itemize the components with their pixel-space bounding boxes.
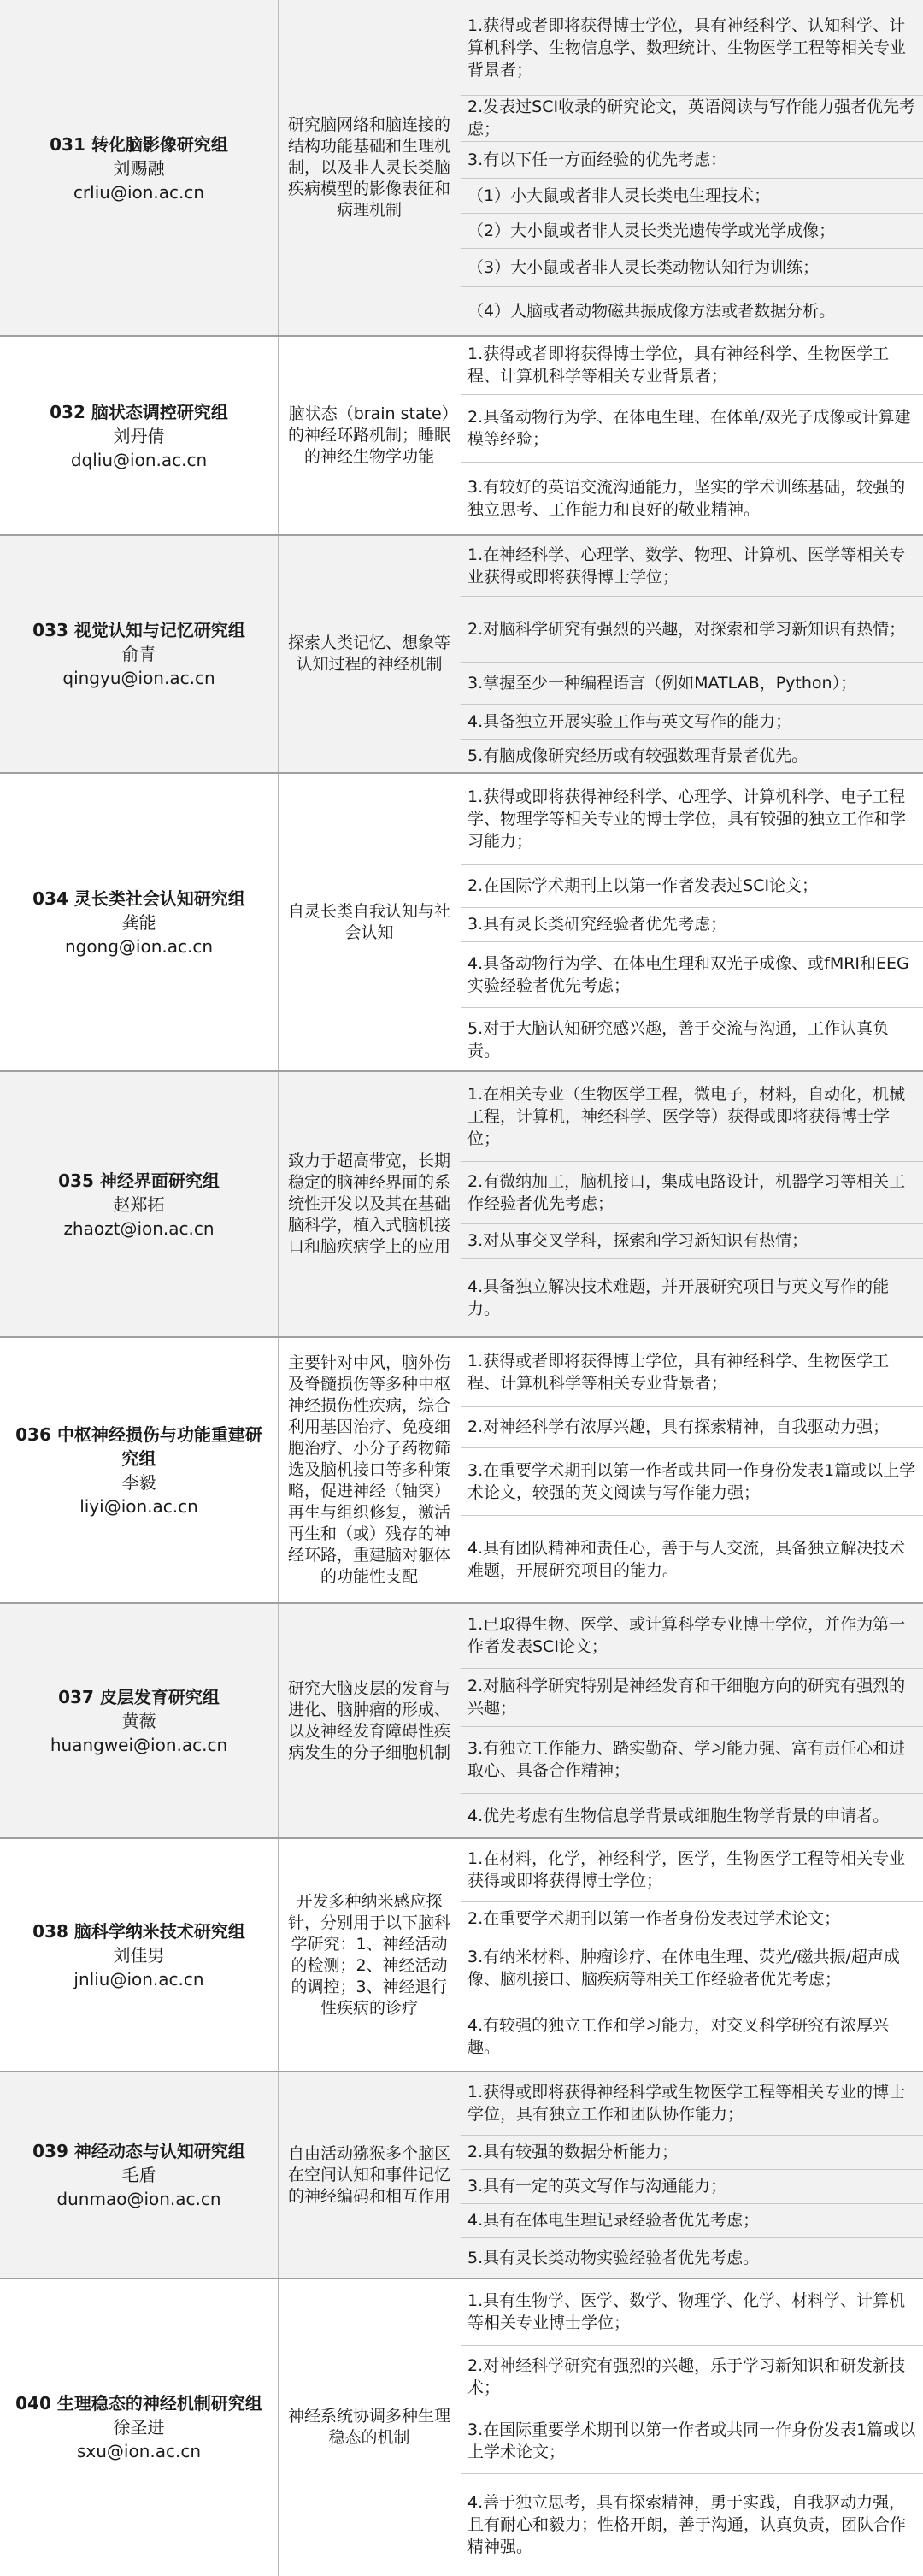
requirement-text: 1.获得或即将获得神经科学或生物医学工程等相关专业的博士学位，具有独立工作和团队协作能力； bbox=[467, 2083, 906, 2124]
group-leader: 赵郑拓 bbox=[113, 1194, 165, 1215]
requirement-divider bbox=[461, 941, 923, 942]
requirements-cell bbox=[461, 1337, 923, 1603]
requirement-divider bbox=[461, 1726, 923, 1727]
group-row bbox=[0, 0, 923, 336]
requirements-cell bbox=[461, 2278, 923, 2576]
research-direction: 探索人类记忆、想象等认知过程的神经机制 bbox=[287, 634, 450, 674]
research-direction-cell bbox=[278, 1337, 461, 1603]
group-row bbox=[0, 1838, 923, 2072]
requirement-divider bbox=[461, 178, 923, 179]
requirement-text: 4.具备独立开展实验工作与英文写作的能力； bbox=[467, 712, 792, 731]
requirement-divider bbox=[461, 596, 923, 597]
requirement-divider bbox=[461, 907, 923, 908]
column-divider bbox=[461, 336, 462, 535]
group-row bbox=[0, 1071, 923, 1337]
requirement-text: 3.掌握至少一种编程语言（例如MATLAB，Python）； bbox=[467, 674, 857, 693]
group-info-cell bbox=[0, 535, 278, 773]
research-direction: 脑状态（brain state）的神经环路机制；睡眠的神经生物学功能 bbox=[287, 404, 450, 466]
research-direction-cell bbox=[278, 773, 461, 1071]
requirement-text: 2.在重要学术期刊以第一作者身份发表过学术论文； bbox=[467, 1909, 841, 1928]
research-direction: 自由活动猕猴多个脑区在空间认知和事件记忆的神经编码和相互作用 bbox=[287, 2143, 450, 2206]
column-divider bbox=[278, 336, 279, 535]
column-divider bbox=[461, 0, 462, 336]
requirements-cell bbox=[461, 773, 923, 1071]
requirement-item bbox=[461, 907, 923, 941]
requirement-divider bbox=[461, 1223, 923, 1224]
requirement-item bbox=[461, 864, 923, 907]
group-leader: 刘佳男 bbox=[113, 1944, 165, 1966]
group-divider bbox=[0, 335, 923, 337]
requirement-item bbox=[461, 462, 923, 535]
requirement-text: 4.优先考虑有生物信息学背景或细胞生物学背景的申请者。 bbox=[467, 1806, 890, 1825]
column-divider bbox=[461, 1337, 462, 1603]
group-email[interactable]: zhaozt@ion.ac.cn bbox=[63, 1217, 215, 1239]
requirement-item bbox=[461, 662, 923, 704]
requirement-text: 4.具有在体电生理记录经验者优先考虑； bbox=[467, 2211, 760, 2230]
requirement-item bbox=[461, 2237, 923, 2278]
column-divider bbox=[278, 1603, 279, 1838]
requirement-text: 1.已取得生物、医学、或计算科学专业博士学位，并作为第一作者发表SCI论文； bbox=[467, 1615, 906, 1656]
group-email[interactable]: dqliu@ion.ac.cn bbox=[70, 449, 208, 470]
requirement-text: 4.具有团队精神和责任心，善于与人交流，具备独立解决技术难题，开展研究项目的能力。 bbox=[467, 1538, 906, 1580]
research-direction-cell bbox=[278, 2278, 461, 2576]
requirement-text: 2.有微纳加工，脑机接口，集成电路设计，机器学习等相关工作经验者优先考虑； bbox=[467, 1171, 906, 1213]
requirement-text: 1.获得或者即将获得博士学位，具有神经科学、生物医学工程、计算机科学等相关专业背景者； bbox=[467, 345, 890, 386]
requirement-divider bbox=[461, 1007, 923, 1008]
requirement-item bbox=[461, 1793, 923, 1838]
group-row bbox=[0, 1337, 923, 1603]
group-leader: 俞青 bbox=[121, 644, 156, 664]
requirement-item bbox=[461, 2072, 923, 2135]
requirement-divider bbox=[461, 2169, 923, 2170]
research-direction: 自灵长类自我认知与社会认知 bbox=[287, 901, 450, 942]
requirements-cell bbox=[461, 0, 923, 336]
requirement-item bbox=[461, 1071, 923, 1161]
requirement-divider bbox=[461, 2203, 923, 2204]
requirements-cell bbox=[461, 535, 923, 773]
group-info-cell bbox=[0, 2278, 278, 2576]
requirement-divider bbox=[461, 394, 923, 395]
research-direction-cell bbox=[278, 336, 461, 535]
requirement-text: 4.具备独立解决技术难题，并开展研究项目与英文写作的能力。 bbox=[467, 1276, 890, 1318]
group-leader: 毛盾 bbox=[121, 2165, 156, 2185]
requirement-divider bbox=[461, 662, 923, 663]
requirement-text: 3.具有灵长类研究经验者优先考虑； bbox=[467, 915, 727, 934]
requirement-item bbox=[461, 2135, 923, 2169]
requirements-cell bbox=[461, 1603, 923, 1838]
requirement-divider bbox=[461, 1793, 923, 1794]
requirement-text: 1.在神经科学、心理学、数学、物理、计算机、医学等相关专业获得或即将获得博士学位； bbox=[467, 545, 906, 587]
requirement-divider bbox=[461, 1668, 923, 1669]
group-leader: 刘丹倩 bbox=[113, 425, 165, 446]
requirement-divider bbox=[461, 1258, 923, 1259]
requirement-divider bbox=[461, 864, 923, 865]
requirement-text: 3.具有一定的英文写作与沟通能力； bbox=[467, 2177, 727, 2196]
requirement-text: （3）大小鼠或者非人灵长类动物认知行为训练； bbox=[467, 257, 820, 277]
requirement-text: 5.对于大脑认知研究感兴趣，善于交流与沟通，工作认真负责。 bbox=[467, 1018, 890, 1060]
requirement-item bbox=[461, 0, 923, 95]
group-info-cell bbox=[0, 1603, 278, 1838]
column-divider bbox=[461, 535, 462, 773]
group-divider bbox=[0, 1336, 923, 1338]
group-name: 037 皮层发育研究组 bbox=[58, 1686, 220, 1707]
requirement-divider bbox=[461, 1515, 923, 1516]
requirement-item bbox=[461, 1406, 923, 1447]
group-divider bbox=[0, 1602, 923, 1604]
group-email[interactable]: dunmao@ion.ac.cn bbox=[56, 2189, 221, 2209]
group-name: 031 转化脑影像研究组 bbox=[50, 133, 228, 155]
requirement-item bbox=[461, 773, 923, 864]
group-email[interactable]: liyi@ion.ac.cn bbox=[79, 1495, 198, 1517]
group-email[interactable]: sxu@ion.ac.cn bbox=[76, 2441, 202, 2461]
requirement-text: 2.对脑科学研究有强烈的兴趣，对探索和学习新知识有热情； bbox=[467, 619, 906, 639]
group-leader: 徐圣进 bbox=[113, 2417, 165, 2437]
requirement-item bbox=[461, 596, 923, 662]
research-direction-cell bbox=[278, 1603, 461, 1838]
column-divider bbox=[278, 773, 279, 1071]
requirement-item bbox=[461, 535, 923, 596]
group-name: 033 视觉认知与记忆研究组 bbox=[32, 620, 245, 640]
requirement-item bbox=[461, 2278, 923, 2345]
research-direction-cell bbox=[278, 0, 461, 336]
requirements-cell bbox=[461, 1071, 923, 1337]
requirement-text: 1.获得或者即将获得博士学位，具有神经科学、认知科学、计算机科学、生物信息学、数理统计、生物医学工程等相关专业背景者； bbox=[467, 15, 907, 80]
requirement-text: 2.发表过SCI收录的研究论文，英语阅读与写作能力强者优先考虑； bbox=[467, 97, 916, 139]
requirement-divider bbox=[461, 2237, 923, 2238]
group-info-cell bbox=[0, 773, 278, 1071]
requirement-divider bbox=[461, 1447, 923, 1448]
requirement-text: 1.在相关专业（生物医学工程，微电子，材料，自动化，机械工程，计算机，神经科学、医学等）获得或即将获得博士学位； bbox=[467, 1084, 906, 1148]
group-info-cell bbox=[0, 1838, 278, 2072]
requirement-divider bbox=[461, 704, 923, 705]
requirement-divider bbox=[461, 2345, 923, 2346]
requirements-cell bbox=[461, 336, 923, 535]
requirement-item bbox=[461, 248, 923, 286]
requirement-divider bbox=[461, 1901, 923, 1902]
column-divider bbox=[461, 773, 462, 1071]
group-name: 035 神经界面研究组 bbox=[58, 1170, 220, 1191]
group-divider bbox=[0, 1070, 923, 1072]
requirement-text: 1.在材料，化学，神经科学，医学，生物医学工程等相关专业获得或即将获得博士学位； bbox=[467, 1849, 906, 1890]
requirement-item bbox=[461, 1838, 923, 1901]
research-direction: 致力于超高带宽，长期稳定的脑神经界面的系统性开发以及其在基础脑科学，植入式脑机接口和脑疾病学上的应用 bbox=[287, 1152, 450, 1256]
requirement-text: （1）小大鼠或者非人灵长类电生理技术； bbox=[467, 186, 771, 205]
requirement-divider bbox=[461, 248, 923, 249]
group-info-cell bbox=[0, 0, 278, 336]
requirement-item bbox=[461, 2203, 923, 2237]
requirement-item bbox=[461, 213, 923, 248]
requirement-item bbox=[461, 1936, 923, 2001]
column-divider bbox=[278, 1337, 279, 1603]
group-info-cell bbox=[0, 1337, 278, 1603]
column-divider bbox=[461, 1603, 462, 1838]
group-leader: 刘赐融 bbox=[113, 157, 165, 179]
group-row bbox=[0, 1603, 923, 1838]
research-direction: 研究脑网络和脑连接的结构功能基础和生理机制，以及非人灵长类脑疾病模型的影像表征和病理机制 bbox=[287, 115, 450, 220]
column-divider bbox=[278, 0, 279, 336]
requirement-text: 3.有以下任一方面经验的优先考虑： bbox=[467, 150, 727, 169]
requirement-text: 4.有较强的独立工作和学习能力，对交叉科学研究有浓厚兴趣。 bbox=[467, 2015, 890, 2057]
requirement-text: 2.具有较强的数据分析能力； bbox=[467, 2143, 679, 2161]
research-direction: 开发多种纳米感应探针，分别用于以下脑科学研究：1、神经活动的检测；2、神经活动的调控；3、神经退行性疾病的诊疗 bbox=[287, 1891, 450, 2018]
requirement-text: 3.在国际重要学术期刊以第一作者或共同一作身份发表1篇或以上学术论文； bbox=[467, 2420, 916, 2461]
group-row bbox=[0, 535, 923, 773]
group-email[interactable]: huangwei@ion.ac.cn bbox=[50, 1734, 228, 1755]
group-name: 034 灵长类社会认知研究组 bbox=[32, 887, 245, 909]
requirement-item bbox=[461, 1447, 923, 1515]
requirement-text: 2.对脑科学研究特别是神经发育和干细胞方向的研究有强烈的兴趣； bbox=[467, 1677, 906, 1718]
group-info-cell bbox=[0, 336, 278, 535]
requirements-cell bbox=[461, 1838, 923, 2072]
column-divider bbox=[278, 1838, 279, 2072]
requirement-item bbox=[461, 286, 923, 336]
requirement-text: 4.具备动物行为学、在体电生理和双光子成像、或fMRI和EEG实验经验者优先考虑； bbox=[467, 953, 909, 995]
requirement-item bbox=[461, 95, 923, 141]
requirement-divider bbox=[461, 1406, 923, 1407]
requirement-item bbox=[461, 141, 923, 178]
requirement-divider bbox=[461, 286, 923, 287]
group-email[interactable]: qingyu@ion.ac.cn bbox=[62, 668, 215, 688]
column-divider bbox=[461, 2278, 462, 2576]
requirement-item bbox=[461, 1901, 923, 1936]
group-name: 032 脑状态调控研究组 bbox=[50, 401, 228, 422]
requirement-item bbox=[461, 1337, 923, 1406]
requirement-divider bbox=[461, 2473, 923, 2474]
group-row bbox=[0, 336, 923, 535]
requirement-item bbox=[461, 1726, 923, 1793]
requirement-item bbox=[461, 336, 923, 394]
group-divider bbox=[0, 772, 923, 774]
requirement-text: 3.有独立工作能力、踏实勤奋、学习能力强、富有责任心和进取心、具备合作精神； bbox=[467, 1739, 906, 1780]
group-info-cell bbox=[0, 2072, 278, 2278]
requirement-text: 5.具有灵长类动物实验经验者优先考虑。 bbox=[467, 2249, 760, 2267]
requirement-text: （4）人脑或者动物磁共振成像方法或者数据分析。 bbox=[467, 302, 836, 321]
requirement-item bbox=[461, 178, 923, 213]
requirement-item bbox=[461, 2001, 923, 2072]
requirement-item bbox=[461, 1223, 923, 1258]
group-row bbox=[0, 2072, 923, 2278]
requirement-text: （2）大小鼠或者非人灵长类光遗传学或光学成像； bbox=[467, 221, 836, 240]
requirement-text: 2.对神经科学研究有强烈的兴趣，乐于学习新知识和研发新技术； bbox=[467, 2355, 906, 2397]
group-row bbox=[0, 773, 923, 1071]
group-name: 038 脑科学纳米技术研究组 bbox=[32, 1920, 245, 1942]
group-name: 040 生理稳态的神经机制研究组 bbox=[15, 2393, 262, 2414]
group-email[interactable]: ngong@ion.ac.cn bbox=[64, 935, 214, 957]
requirement-item bbox=[461, 1668, 923, 1726]
requirement-text: 5.有脑成像研究经历或有较强数理背景者优先。 bbox=[467, 746, 808, 765]
column-divider bbox=[278, 1071, 279, 1337]
column-divider bbox=[461, 1071, 462, 1337]
requirement-item bbox=[461, 739, 923, 773]
requirement-text: 1.获得或者即将获得博士学位，具有神经科学、生物医学工程、计算机科学等相关专业背景者； bbox=[467, 1351, 890, 1393]
requirement-text: 2.对神经科学有浓厚兴趣，具有探索精神，自我驱动力强； bbox=[467, 1418, 890, 1436]
requirement-text: 1.具有生物学、医学、数学、物理学、化学、材料学、计算机等相关专业博士学位； bbox=[467, 2291, 906, 2332]
research-direction: 主要针对中风，脑外伤及脊髓损伤等多种中枢神经损伤性疾病，综合利用基因治疗、免疫细胞治疗、小分子药物筛选及脑机接口等多种策略，促进神经（轴突）再生与组织修复，激活再生和（或）残存的神经环路，重建脑对躯体的功能性支配 bbox=[287, 1353, 450, 1586]
requirement-text: 3.有较好的英语交流沟通能力，坚实的学术训练基础，较强的独立思考、工作能力和良好的敬业精神。 bbox=[467, 478, 906, 519]
column-divider bbox=[278, 535, 279, 773]
group-leader: 李毅 bbox=[121, 1471, 156, 1493]
group-divider bbox=[0, 2071, 923, 2072]
requirement-item bbox=[461, 1007, 923, 1071]
group-leader: 黄薇 bbox=[121, 1710, 156, 1731]
requirement-item bbox=[461, 704, 923, 739]
requirement-item bbox=[461, 1603, 923, 1668]
requirement-item bbox=[461, 1515, 923, 1603]
column-divider bbox=[461, 1838, 462, 2072]
group-divider bbox=[0, 2278, 923, 2279]
research-direction: 研究大脑皮层的发育与进化、脑肿瘤的形成、以及神经发育障碍性疾病发生的分子细胞机制 bbox=[287, 1678, 450, 1762]
column-divider bbox=[278, 2072, 279, 2278]
requirement-divider bbox=[461, 141, 923, 142]
requirement-item bbox=[461, 394, 923, 462]
research-direction-cell bbox=[278, 1838, 461, 2072]
requirement-text: 4.善于独立思考，具有探索精神，勇于实践，自我驱动力强，且有耐心和毅力；性格开朗，善于沟通，认真负责，团队合作精神强。 bbox=[467, 2493, 907, 2556]
requirement-divider bbox=[461, 2135, 923, 2136]
requirement-item bbox=[461, 2169, 923, 2203]
requirement-text: 2.在国际学术期刊上以第一作者发表过SCI论文； bbox=[467, 876, 819, 895]
requirement-divider bbox=[461, 213, 923, 214]
research-direction-cell bbox=[278, 535, 461, 773]
requirement-text: 2.具备动物行为学、在体电生理、在体单/双光子成像或计算建模等经验； bbox=[467, 407, 911, 449]
requirement-text: 1.获得或即将获得神经科学、心理学、计算机科学、电子工程学、物理学等相关专业的博士学位，具有较强的独立工作和学习能力； bbox=[467, 787, 907, 851]
column-divider bbox=[461, 2072, 462, 2278]
group-info-cell bbox=[0, 1071, 278, 1337]
column-divider bbox=[278, 2278, 279, 2576]
requirement-item bbox=[461, 941, 923, 1007]
requirement-item bbox=[461, 1258, 923, 1337]
requirement-item bbox=[461, 2408, 923, 2473]
requirement-text: 3.有纳米材料、肿瘤诊疗、在体电生理、荧光/磁共振/超声成像、脑机接口、脑疾病等相关工作经验者优先考虑； bbox=[467, 1948, 900, 1989]
requirement-divider bbox=[461, 1161, 923, 1162]
research-direction-cell bbox=[278, 1071, 461, 1337]
group-name: 036 中枢神经损伤与功能重建研究组 bbox=[15, 1424, 262, 1469]
requirement-divider bbox=[461, 462, 923, 463]
requirement-item bbox=[461, 2473, 923, 2576]
group-leader: 龚能 bbox=[121, 911, 156, 933]
group-row bbox=[0, 2278, 923, 2576]
research-direction-cell bbox=[278, 2072, 461, 2278]
requirement-text: 3.在重要学术期刊以第一作者或共同一作身份发表1篇或以上学术论文，较强的英文阅读与写作能力强； bbox=[467, 1460, 916, 1502]
group-email[interactable]: crliu@ion.ac.cn bbox=[73, 181, 205, 203]
requirements-cell bbox=[461, 2072, 923, 2278]
requirement-divider bbox=[461, 95, 923, 96]
requirement-item bbox=[461, 1161, 923, 1223]
requirement-item bbox=[461, 2345, 923, 2408]
group-name: 039 神经动态与认知研究组 bbox=[32, 2141, 245, 2161]
research-direction: 神经系统协调多种生理稳态的机制 bbox=[287, 2407, 450, 2447]
requirement-divider bbox=[461, 739, 923, 740]
group-divider bbox=[0, 1837, 923, 1839]
group-divider bbox=[0, 534, 923, 536]
requirement-text: 3.对从事交叉学科，探索和学习新知识有热情； bbox=[467, 1231, 808, 1250]
group-email[interactable]: jnliu@ion.ac.cn bbox=[73, 1968, 204, 1989]
